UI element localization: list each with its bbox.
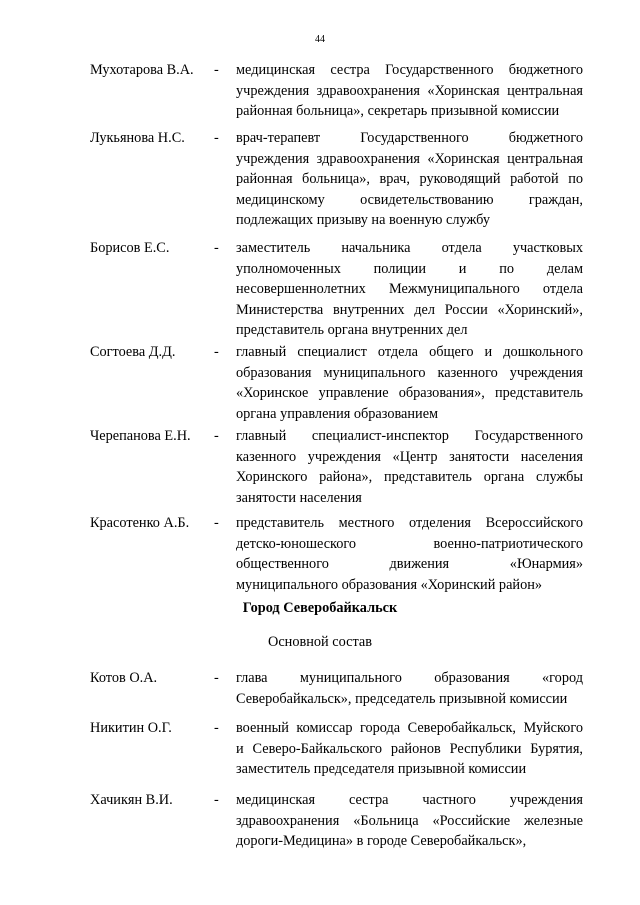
member-role-line: занятости населения bbox=[236, 489, 362, 506]
member-entry bbox=[0, 513, 640, 593]
member-role-line: медицинскому освидетельствованию граждан, bbox=[236, 191, 583, 208]
member-entry bbox=[0, 718, 640, 778]
section-subheading: Основной состав bbox=[268, 634, 372, 650]
member-role-line: учреждения здравоохранения «Хоринская центральная bbox=[236, 82, 583, 99]
member-name: Лукьянова Н.С. bbox=[90, 130, 185, 146]
member-role-line: уполномоченных полиции и по делам bbox=[236, 260, 583, 277]
member-role-line: медицинская сестра Государственного бюджетного bbox=[236, 62, 583, 78]
member-role-line: общественного движения «Юнармия» bbox=[236, 556, 583, 573]
member-entry-row bbox=[0, 426, 640, 506]
member-role bbox=[236, 60, 583, 122]
member-role-line: заместитель председателя призывной комиссии bbox=[236, 761, 527, 778]
member-role-line: и Северо-Байкальского районов Республики Бурятия, bbox=[236, 740, 583, 757]
member-name: Котов О.А. bbox=[90, 670, 158, 686]
member-role-line: дороги-Медицина» в городе Северобайкальск», bbox=[236, 833, 527, 850]
member-dash: - bbox=[214, 515, 219, 531]
member-entry-row bbox=[0, 790, 640, 850]
member-dash: - bbox=[214, 240, 219, 256]
member-entry bbox=[0, 128, 640, 229]
member-entry bbox=[0, 60, 640, 120]
member-role-line: Северобайкальск», председатель призывной комиссии bbox=[236, 690, 568, 707]
member-dash: - bbox=[214, 792, 219, 808]
member-entry-row bbox=[0, 668, 640, 707]
member-name: Согтоева Д.Д. bbox=[90, 344, 176, 360]
member-role-line: представитель местного отделения Всероссийского bbox=[236, 515, 583, 531]
member-entry bbox=[0, 342, 640, 422]
member-role-line: подлежащих призыву на военную службу bbox=[236, 212, 491, 229]
member-role-line: главный специалист отдела общего и дошкольного bbox=[236, 344, 583, 360]
member-role-line: главный специалист-инспектор Государственного bbox=[236, 428, 583, 444]
member-role bbox=[236, 426, 583, 508]
member-role-line: несовершеннолетних Межмуниципального отдела bbox=[236, 281, 583, 298]
member-role bbox=[236, 238, 583, 341]
section-heading: Город Северобайкальск bbox=[242, 600, 398, 616]
member-dash: - bbox=[214, 62, 219, 78]
member-entry bbox=[0, 426, 640, 506]
member-role bbox=[236, 790, 583, 852]
member-dash: - bbox=[214, 130, 219, 146]
member-dash: - bbox=[214, 344, 219, 360]
member-role-line: заместитель начальника отдела участковых bbox=[236, 240, 583, 256]
member-role-line: образования муниципального казенного учреждения bbox=[236, 364, 583, 381]
member-role-line: военный комиссар города Северобайкальск, Муйского bbox=[236, 720, 583, 736]
member-entry-row bbox=[0, 718, 640, 778]
member-entry-row bbox=[0, 60, 640, 120]
member-role bbox=[236, 342, 583, 424]
member-name: Борисов Е.С. bbox=[90, 240, 170, 256]
member-role-line: районная больница», врач, руководящий работой по bbox=[236, 171, 583, 188]
member-role-line: казенного учреждения «Центр занятости населения bbox=[236, 448, 583, 465]
member-role-line: здравоохранения «Больница «Российские железные bbox=[236, 812, 583, 829]
member-role-line: учреждения здравоохранения «Хоринская центральная bbox=[236, 150, 583, 167]
member-entry bbox=[0, 790, 640, 850]
member-role-line: «Хоринское управление образования», представитель bbox=[236, 385, 583, 402]
member-role-line: Министерства внутренних дел России «Хоринский», bbox=[236, 301, 583, 318]
page-number: 44 bbox=[315, 34, 325, 45]
member-role bbox=[236, 128, 583, 231]
member-entry-row bbox=[0, 342, 640, 422]
member-role-line: врач-терапевт Государственного бюджетного bbox=[236, 130, 583, 146]
member-role-line: детско-юношеского военно-патриотического bbox=[236, 535, 583, 552]
member-name: Красотенко А.Б. bbox=[90, 515, 190, 531]
member-name: Мухотарова В.А. bbox=[90, 62, 194, 78]
member-name: Черепанова Е.Н. bbox=[90, 428, 191, 444]
member-entry-row bbox=[0, 238, 640, 339]
member-dash: - bbox=[214, 670, 219, 686]
member-role bbox=[236, 513, 583, 595]
member-name: Хачикян В.И. bbox=[90, 792, 173, 808]
member-role-line: представитель органа внутренних дел bbox=[236, 322, 468, 339]
member-dash: - bbox=[214, 428, 219, 444]
member-entry-row bbox=[0, 513, 640, 593]
member-role-line: медицинская сестра частного учреждения bbox=[236, 792, 583, 808]
member-role bbox=[236, 668, 583, 709]
member-role-line: органа управления образованием bbox=[236, 405, 439, 422]
member-entry-row bbox=[0, 128, 640, 229]
member-role-line: Хоринского района», представитель органа службы bbox=[236, 469, 583, 486]
member-role-line: районная больница», секретарь призывной комиссии bbox=[236, 103, 560, 120]
member-role bbox=[236, 718, 583, 780]
member-role-line: муниципального образования «Хоринский район» bbox=[236, 576, 543, 593]
member-role-line: глава муниципального образования «город bbox=[236, 670, 583, 686]
member-entry bbox=[0, 238, 640, 339]
member-dash: - bbox=[214, 720, 219, 736]
member-name: Никитин О.Г. bbox=[90, 720, 172, 736]
member-entry bbox=[0, 668, 640, 707]
